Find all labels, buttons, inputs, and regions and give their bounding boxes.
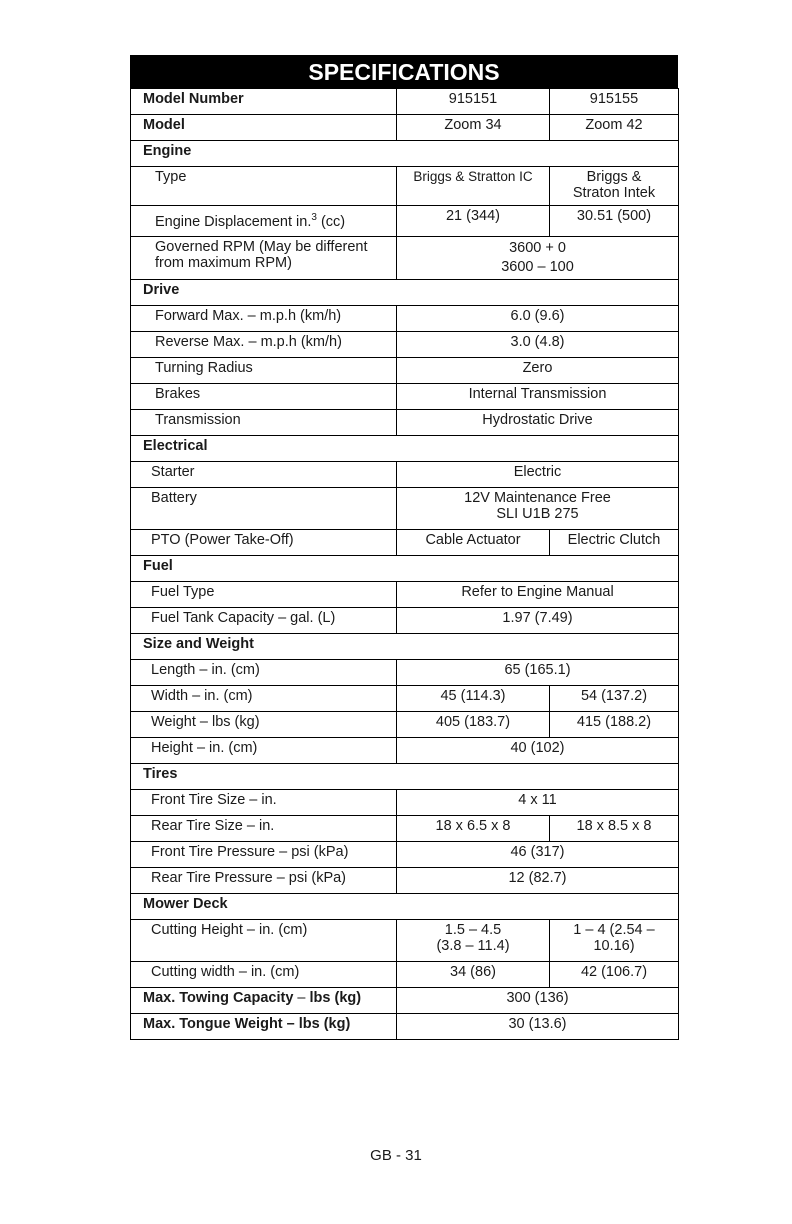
spec-value: Cable Actuator — [397, 530, 550, 556]
spec-value: Briggs & Stratton IC — [397, 167, 550, 206]
table-row — [131, 332, 679, 358]
table-row — [131, 115, 679, 141]
spec-label: Width – in. (cm) — [131, 686, 397, 712]
spec-label: Turning Radius — [131, 358, 397, 384]
section-heading: Drive — [131, 280, 679, 306]
spec-value: 40 (102) — [397, 738, 679, 764]
table-row — [131, 608, 679, 634]
spec-value-line: 3600 + 0 — [509, 240, 566, 256]
spec-label: Rear Tire Pressure – psi (kPa) — [131, 868, 397, 894]
spec-value-line: (3.8 – 11.4) — [436, 938, 510, 954]
section-heading: Size and Weight — [131, 634, 679, 660]
spec-value: Briggs & Straton Intek — [550, 167, 679, 206]
table-row — [131, 1014, 679, 1040]
spec-label-text: Max. Towing Capacity — [143, 990, 294, 1006]
table-row — [131, 237, 679, 280]
spec-value — [397, 488, 679, 530]
section-row — [131, 436, 679, 462]
spec-value: 18 x 8.5 x 8 — [550, 816, 679, 842]
spec-label: Starter — [131, 462, 397, 488]
section-row — [131, 764, 679, 790]
spec-sheet — [130, 55, 678, 1040]
spec-value: 30 (13.6) — [397, 1014, 679, 1040]
spec-value: 915155 — [550, 89, 679, 115]
spec-value: Internal Transmission — [397, 384, 679, 410]
spec-value: 3.0 (4.8) — [397, 332, 679, 358]
section-heading: Electrical — [131, 436, 679, 462]
spec-value: 46 (317) — [397, 842, 679, 868]
table-row — [131, 660, 679, 686]
table-row — [131, 306, 679, 332]
spec-label — [131, 206, 397, 237]
table-row — [131, 358, 679, 384]
spec-label: Model Number — [131, 89, 397, 115]
spec-value: 54 (137.2) — [550, 686, 679, 712]
spec-value — [397, 237, 679, 280]
table-row — [131, 530, 679, 556]
table-row — [131, 988, 679, 1014]
spec-label: Length – in. (cm) — [131, 660, 397, 686]
page-title: SPECIFICATIONS — [130, 55, 678, 88]
spec-value: Electric — [397, 462, 679, 488]
spec-label: PTO (Power Take-Off) — [131, 530, 397, 556]
spec-value-line: 1 – 4 (2.54 – — [573, 922, 655, 938]
table-row — [131, 868, 679, 894]
table-row — [131, 790, 679, 816]
section-heading: Engine — [131, 141, 679, 167]
table-row — [131, 462, 679, 488]
spec-value-line: SLI U1B 275 — [496, 506, 579, 522]
spec-label: Governed RPM (May be different from maximum RPM) — [131, 237, 397, 280]
spec-label-sup: 3 — [311, 212, 317, 223]
table-row — [131, 920, 679, 962]
spec-value-line: 3600 – 100 — [501, 259, 574, 275]
spec-label: Model — [131, 115, 397, 141]
section-row — [131, 634, 679, 660]
spec-label: Rear Tire Size – in. — [131, 816, 397, 842]
spec-value — [397, 920, 550, 962]
table-row — [131, 167, 679, 206]
table-row — [131, 410, 679, 436]
spec-label: Fuel Tank Capacity – gal. (L) — [131, 608, 397, 634]
spec-value: Zero — [397, 358, 679, 384]
spec-label: Height – in. (cm) — [131, 738, 397, 764]
section-row — [131, 141, 679, 167]
table-row — [131, 712, 679, 738]
spec-value: 42 (106.7) — [550, 962, 679, 988]
spec-label: Cutting Height – in. (cm) — [131, 920, 397, 962]
spec-label: Cutting width – in. (cm) — [131, 962, 397, 988]
spec-value: Hydrostatic Drive — [397, 410, 679, 436]
spec-value: 65 (165.1) — [397, 660, 679, 686]
spec-value: 12 (82.7) — [397, 868, 679, 894]
spec-label: Reverse Max. – m.p.h (km/h) — [131, 332, 397, 358]
table-row — [131, 582, 679, 608]
section-row — [131, 894, 679, 920]
spec-value-line: 12V Maintenance Free — [464, 490, 611, 506]
section-row — [131, 280, 679, 306]
spec-label: Max. Tongue Weight – lbs (kg) — [131, 1014, 397, 1040]
spec-value — [550, 920, 679, 962]
spec-label: Front Tire Pressure – psi (kPa) — [131, 842, 397, 868]
spec-label — [131, 988, 397, 1014]
spec-label-text: (cc) — [316, 213, 346, 230]
spec-value: 4 x 11 — [397, 790, 679, 816]
spec-value: 6.0 (9.6) — [397, 306, 679, 332]
section-heading: Tires — [131, 764, 679, 790]
spec-label-sep: – — [293, 990, 310, 1006]
spec-label: Weight – lbs (kg) — [131, 712, 397, 738]
spec-label: Transmission — [131, 410, 397, 436]
page-number: GB - 31 — [370, 1147, 422, 1164]
spec-value: Zoom 42 — [550, 115, 679, 141]
table-row — [131, 686, 679, 712]
table-row — [131, 962, 679, 988]
table-row — [131, 488, 679, 530]
spec-value: Electric Clutch — [550, 530, 679, 556]
spec-label: Battery — [131, 488, 397, 530]
spec-value: 300 (136) — [397, 988, 679, 1014]
section-heading: Fuel — [131, 556, 679, 582]
table-row — [131, 738, 679, 764]
spec-label-text: Engine Displacement in. — [155, 213, 312, 230]
spec-value: 915151 — [397, 89, 550, 115]
spec-label: Brakes — [131, 384, 397, 410]
spec-value-line: 10.16) — [593, 938, 635, 954]
section-row — [131, 556, 679, 582]
spec-label: Type — [131, 167, 397, 206]
spec-value: 34 (86) — [397, 962, 550, 988]
spec-value: 415 (188.2) — [550, 712, 679, 738]
table-row — [131, 816, 679, 842]
spec-label-text: lbs (kg) — [309, 990, 362, 1006]
spec-value: 45 (114.3) — [397, 686, 550, 712]
spec-value: 1.97 (7.49) — [397, 608, 679, 634]
section-heading: Mower Deck — [131, 894, 679, 920]
spec-label: Fuel Type — [131, 582, 397, 608]
spec-value: Zoom 34 — [397, 115, 550, 141]
spec-value: Refer to Engine Manual — [397, 582, 679, 608]
spec-value-line: 1.5 – 4.5 — [444, 922, 502, 938]
spec-value: 405 (183.7) — [397, 712, 550, 738]
spec-value: 30.51 (500) — [550, 206, 679, 237]
spec-label: Forward Max. – m.p.h (km/h) — [131, 306, 397, 332]
spec-label: Front Tire Size – in. — [131, 790, 397, 816]
table-row — [131, 842, 679, 868]
table-row — [131, 206, 679, 237]
spec-value: 18 x 6.5 x 8 — [397, 816, 550, 842]
table-row — [131, 384, 679, 410]
spec-value: 21 (344) — [397, 206, 550, 237]
table-row — [131, 89, 679, 115]
spec-table — [130, 88, 679, 1040]
